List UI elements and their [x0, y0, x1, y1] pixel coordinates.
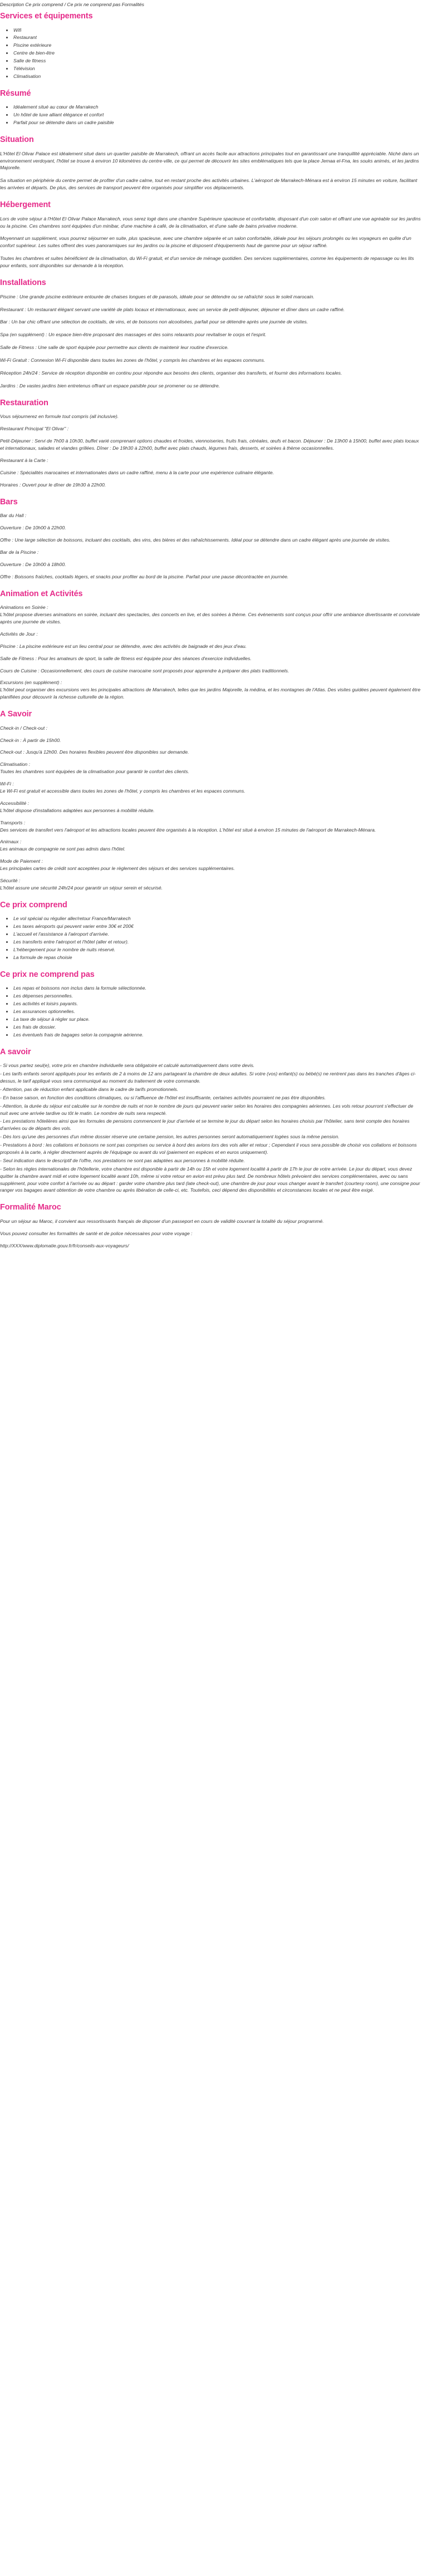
list-item: • Les transferts entre l'aéroport et l'hôtel (aller et retour).	[13, 938, 422, 946]
list-item: • Salle de fitness	[13, 57, 422, 65]
note-line: - Prestations à bord : les collations et boissons ne sont pas comprises ou service à bord des avions lors des vols aller et retour ; Cependant il vous sera possible de choisir vos collations et boissons proposés à la carte, à régler directement auprès de l'équipage ou avant du vol (paiement en espèces et en euros uniquement).	[0, 1142, 417, 1156]
paragraph: Lors de votre séjour à l'Hôtel El Olivar Palace Marrakech, vous serez logé dans une chambre Supérieure spacieuse et confortable, disposant d'un coin salon et offrant une vue agréable sur les jardins ou la piscine. Ces chambres sont équipées d'un minibar, d'une machine à café, de la climatisation, et d'une salle de bains privative moderne.	[0, 215, 421, 229]
paragraph: Bar de la Piscine :	[0, 549, 39, 555]
paragraph: Sa situation en périphérie du centre permet de profiter d'un cadre calme, tout en restant proche des activités urbaines. L'aéroport de Marrakech-Ménara est à environ 15 minutes en voiture, facilitant les arrivées et départs. De plus, des services de transport peuvent être organisés pour simplifier vos déplacements.	[0, 178, 418, 191]
list-item: • Parfait pour se détendre dans un cadre paisible	[13, 119, 422, 126]
list-item: • Les assurances optionnelles.	[13, 1008, 422, 1015]
paragraph: Cours de Cuisine : Occasionnellement, des cours de cuisine marocaine sont proposés pour apprendre à préparer des plats traditionnels.	[0, 667, 289, 674]
paragraph: Check-in : À partir de 15h00.	[0, 737, 61, 743]
paragraph: Salle de Fitness : Pour les amateurs de sport, la salle de fitness est équipée pour des séances d'exercice individuelles.	[0, 655, 252, 661]
list-item: • Les taxes aéroports qui peuvent varier entre 30€ et 200€	[13, 923, 422, 930]
paragraph: Wi-Fi Gratuit : Connexion Wi-Fi disponible dans toutes les zones de l'hôtel, y compris les chambres et les espaces communs.	[0, 357, 266, 363]
list-item: • L'accueil et l'assistance à l'aéroport d'arrivée.	[13, 931, 422, 938]
section-title-animation: Animation et Activités	[0, 589, 83, 598]
hebergement-text	[0, 215, 422, 269]
paragraph: Restaurant à la Carte :	[0, 457, 48, 463]
page	[0, 0, 422, 1255]
section-title-bars: Bars	[0, 497, 18, 507]
section-a-savoir-conditions	[0, 1046, 422, 1194]
paragraph: Ouverture : De 10h00 à 18h00.	[0, 561, 66, 567]
paragraph: Offre : Boissons fraîches, cocktails légers, et snacks pour profiter au bord de la piscine. Parfait pour une pause décontractée en journée.	[0, 573, 289, 579]
section-title-prix-ne-comprend-pas: Ce prix ne comprend pas	[0, 970, 95, 979]
formalite-link[interactable]: http://XXX/www.diplomatie.gouv.fr/fr/conseils-aux-voyageurs/	[0, 1242, 129, 1248]
section-title-installations: Installations	[0, 278, 46, 288]
paragraph: Salle de Fitness : Une salle de sport équipée pour permettre aux clients de maintenir leur routine d'exercice.	[0, 345, 229, 351]
section-prix-comprend	[0, 899, 422, 961]
page-tabs-line: Description Ce prix comprend / Ce prix ne comprend pas Formalités	[0, 2, 144, 7]
paragraph: Vous séjournerez en formule tout compris (all inclusive).	[0, 414, 119, 420]
paragraph: Jardins : De vastes jardins bien entretenus offrant un espace paisible pour se promener ou se détendre.	[0, 382, 220, 389]
section-bars	[0, 496, 422, 581]
note-line: - Attention, la durée du séjour est calculée sur le nombre de nuits et non le nombre de jours qui peuvent varier selon les horaires des compagnies aériennes. Les vols retour pourront s'effectuer de nuit avec une arrivée tardive ou tôt le matin. Le nombre de nuits sera respecté.	[0, 1103, 414, 1116]
list-item: • Piscine extérieure	[13, 42, 422, 49]
paragraph: Animaux : Les animaux de compagnie ne sont pas admis dans l'hôtel.	[0, 839, 126, 852]
paragraph: Cuisine : Spécialités marocaines et internationales dans un cadre raffiné, menu à la carte pour une expérience culinaire élégante.	[0, 469, 274, 475]
paragraph: Spa (en supplément) : Un espace bien-être proposant des massages et des soins relaxants pour revitaliser le corps et l'esprit.	[0, 332, 267, 338]
services-list	[0, 27, 422, 80]
note-line: - Attention, pas de réduction enfant applicable dans le cadre de tarifs promotionnels.	[0, 1086, 179, 1092]
paragraph: Mode de Paiement : Les principales cartes de crédit sont acceptées pour le règlement des séjours et des services supplémentaires.	[0, 858, 235, 872]
note-line: - Les tarifs enfants seront appliqués pour les enfants de 2 à moins de 12 ans partageant la chambre de deux adultes. Si votre (vos) enfant(s) ou bébé(s) ne rentrent pas dans les tranches d'âges ci-dessus, le tarif appliqué vous sera communiqué au moment du traitement de votre commande.	[0, 1071, 416, 1084]
paragraph: Bar : Un bar chic offrant une sélection de cocktails, de vins, et de boissons non alcoolisées, parfait pour se détendre après une journée de visites.	[0, 319, 308, 325]
section-title-resume: Résumé	[0, 89, 31, 98]
paragraph: Restaurant : Un restaurant élégant servant une variété de plats locaux et internationaux, avec un service de petit-déjeuner, déjeuner et dîner dans un cadre raffiné.	[0, 306, 345, 312]
paragraph: Climatisation : Toutes les chambres sont équipées de la climatisation pour garantir le confort des clients.	[0, 761, 189, 775]
situation-text	[0, 150, 422, 191]
note-line: - Selon les règles internationales de l'hôtellerie, votre chambre est disponible à partir de 14h ou 15h et votre logement localité à partir de 17h le jour de votre arrivée. Le jour du départ, vous devez quitter la chambre avant midi et votre logement localité avant 10h, même si votre retour en avion est prévu plus tard. De nombreux hôtels prévoient des services complémentaires, avec ou sans supplément, pour votre confort à l'arrivée ou au départ : garder votre chambre plus tard (late check-out), une chambre de jour pour vous changer avant le transfert (courtesy room), une consigne pour ranger vos bagages avant obtention de votre chambre ou après libération de celle-ci, etc. Toutefois, ceci dépend des disponibilités et circonstances locales et ne peut être exigé.	[0, 1166, 420, 1193]
formalite-text	[0, 1218, 422, 1237]
list-item: • Wifi	[13, 27, 422, 34]
list-item: • Climatisation	[13, 73, 422, 80]
paragraph: Bar du Hall :	[0, 513, 27, 519]
list-item: • Le vol spécial ou régulier aller/retour France/Marrakech	[13, 915, 422, 922]
section-title-a-savoir-hotel: A Savoir	[0, 710, 32, 719]
paragraph: Toutes les chambres et suites bénéficient de la climatisation, du Wi-Fi gratuit, et d'un service de ménage quotidien. Des services supplémentaires, comme les équipements de repassage ou les lits pour enfants, sont disponibles sur demande à la réception.	[0, 255, 414, 269]
list-item: • Les dépenses personnelles.	[13, 992, 422, 1000]
section-a-savoir-hotel	[0, 709, 422, 892]
prix-ne-comprend-pas-list	[0, 985, 422, 1038]
paragraph: Réception 24h/24 : Service de réception disponible en continu pour répondre aux besoins des clients, organiser des transferts, et fournir des informations locales.	[0, 370, 342, 376]
paragraph: Petit-Déjeuner : Servi de 7h00 à 10h30, buffet varié comprenant options chaudes et froides, viennoiseries, fruits frais, céréales, œufs et bacon. Déjeuner : De 13h00 à 15h00, buffet avec plats locaux et internationaux, salades et viandes grillées. Dîner : De 19h30 à 22h00, buffet avec plats chauds, légumes frais, desserts, et soirées à thème occasionnelles.	[0, 438, 419, 451]
section-prix-ne-comprend-pas	[0, 969, 422, 1039]
section-restauration	[0, 397, 422, 489]
prix-comprend-list	[0, 915, 422, 961]
note-line: - En basse saison, en fonction des conditions climatiques, ou si l'affluence de l'hôtel est insuffisante, certaines activités pourraient ne pas être disponibles.	[0, 1094, 326, 1100]
animation-text	[0, 604, 422, 701]
section-resume	[0, 88, 422, 126]
note-line: - Dès lors qu'une des personnes d'un même dossier réserve une certaine pension, les autres personnes seront automatiquement logées sous la même pension.	[0, 1134, 340, 1140]
note-line: - Si vous partez seul(e), votre prix en chambre individuelle sera obligatoire et calculé automatiquement dans votre devis.	[0, 1063, 255, 1069]
a-savoir-hotel-text	[0, 725, 422, 892]
section-title-situation: Situation	[0, 135, 34, 145]
paragraph: Check-out : Jusqu'à 12h00. Des horaires flexibles peuvent être disponibles sur demande.	[0, 749, 189, 755]
list-item: • La formule de repas choisie	[13, 954, 422, 961]
list-item: • Télévision	[13, 65, 422, 72]
paragraph: Accessibilité : L'hôtel dispose d'installations adaptées aux personnes à mobilité réduite.	[0, 800, 155, 813]
paragraph: L'Hôtel El Olivar Palace est idéalement situé dans un quartier paisible de Marrakech, offrant un accès facile aux attractions principales tout en garantissant une tranquillité appréciable. Niché dans un environnement verdoyant, l'hôtel se trouve à environ 10 kilomètres du centre-ville, ce qui permet de découvrir les sites emblématiques tels que la place Jemaa el-Fna, les souks animés, et les jardins Majorelle.	[0, 150, 419, 171]
section-title-hebergement: Hébergement	[0, 200, 51, 210]
section-title-services: Services et équipements	[0, 11, 93, 21]
section-formalite	[0, 1202, 422, 1249]
installations-text	[0, 293, 422, 390]
section-title-restauration: Restauration	[0, 398, 48, 407]
paragraph: Sécurité : L'hôtel assure une sécurité 24h/24 pour garantir un séjour serein et sécurisé.	[0, 878, 163, 891]
section-situation	[0, 134, 422, 191]
paragraph: Pour un séjour au Maroc, il convient aux ressortissants français de disposer d'un passeport en cours de validité couvrant la totalité du séjour programmé.	[0, 1218, 324, 1224]
list-item: • Idéalement situé au cœur de Marrakech	[13, 104, 422, 111]
paragraph: Piscine : La piscine extérieure est un lieu central pour se détendre, avec des activités de baignade et des jeux d'eau.	[0, 643, 247, 649]
paragraph: Animations en Soirée : L'hôtel propose diverses animations en soirée, incluant des spectacles, des concerts en live, et des soirées à thème. Ces événements sont conçus pour offrir une ambiance divertissante et conviviale après une journée de visites.	[0, 604, 420, 625]
list-item: • Centre de bien-être	[13, 50, 422, 57]
paragraph: Activités de Jour :	[0, 631, 38, 637]
list-item: • Les frais de dossier.	[13, 1024, 422, 1031]
note-line: - Les prestations hôtelières ainsi que les formules de pensions commencent le jour d'arrivée et se termine le jour du départ selon les horaires choisis par l'hôtelier, sans tenir compte des horaires d'arrivées ou de départs des vols.	[0, 1118, 410, 1132]
restauration-text	[0, 413, 422, 488]
paragraph: Horaires : Ouvert pour le dîner de 19h30 à 22h00.	[0, 481, 106, 488]
list-item: • Restaurant	[13, 34, 422, 41]
list-item: • Les éventuels frais de bagages selon la compagnie aérienne.	[13, 1031, 422, 1039]
list-item: • Les repas et boissons non inclus dans la formule sélectionnée.	[13, 985, 422, 992]
paragraph: Restaurant Principal "El Olivar" :	[0, 426, 69, 432]
note-line: - Seul indication dans le descriptif de l'offre, nos prestations ne sont pas adaptées aux personnes à mobilité réduite.	[0, 1157, 245, 1163]
section-title-formalite: Formalité Maroc	[0, 1203, 61, 1212]
list-item: • La taxe de séjour à régler sur place.	[13, 1016, 422, 1023]
paragraph: Excursions (en supplément) : L'hôtel peut organiser des excursions vers les principales attractions de Marrakech, telles que les jardins Majorelle, la médina, et les montagnes de l'Atlas. Des visites guidées peuvent également être planifiées pour découvrir la richesse culturelle de la région.	[0, 680, 421, 700]
paragraph: Ouverture : De 10h00 à 22h00.	[0, 525, 66, 531]
section-title-a-savoir-conditions: A savoir	[0, 1047, 31, 1056]
section-services	[0, 11, 422, 80]
paragraph: Transports : Des services de transfert vers l'aéroport et les attractions locales peuvent être organisés à la réception. L'hôtel est situé à environ 15 minutes de l'aéroport de Marrakech-Ménara.	[0, 819, 376, 833]
list-item: • Un hôtel de luxe alliant élégance et confort	[13, 111, 422, 119]
a-savoir-conditions-text	[0, 1062, 422, 1194]
list-item: • Les activités et loisirs payants.	[13, 1000, 422, 1007]
resume-list	[0, 104, 422, 126]
section-hebergement	[0, 199, 422, 269]
section-installations	[0, 277, 422, 390]
paragraph: Offre : Une large sélection de boissons, incluant des cocktails, des vins, des bières et des rafraîchissements. Idéal pour se détendre dans un cadre élégant après une journée de visites.	[0, 537, 391, 543]
paragraph: Vous pouvez consulter les formalités de santé et de police nécessaires pour votre voyage :	[0, 1230, 193, 1236]
list-item: • L'hébergement pour le nombre de nuits réservé.	[13, 946, 422, 953]
paragraph: Check-in / Check-out :	[0, 725, 48, 731]
section-title-prix-comprend: Ce prix comprend	[0, 900, 67, 910]
bars-text	[0, 512, 422, 580]
section-animation	[0, 588, 422, 701]
paragraph: Piscine : Une grande piscine extérieure entourée de chaises longues et de parasols, idéale pour se détendre ou se rafraîchir sous le soleil marocain.	[0, 293, 315, 299]
paragraph: Moyennant un supplément, vous pourrez séjourner en suite, plus spacieuse, avec une chambre séparée et un salon confortable, idéale pour les séjours prolongés ou les voyageurs en quête d'un confort supérieur. Les suites offrent des vues panoramiques sur les jardins ou la piscine et disposent d'équipements haut de gamme pour un séjour raffiné.	[0, 235, 411, 249]
paragraph: Wi-Fi : Le Wi-Fi est gratuit et accessible dans toutes les zones de l'hôtel, y compris les chambres et les espaces communs.	[0, 781, 246, 794]
